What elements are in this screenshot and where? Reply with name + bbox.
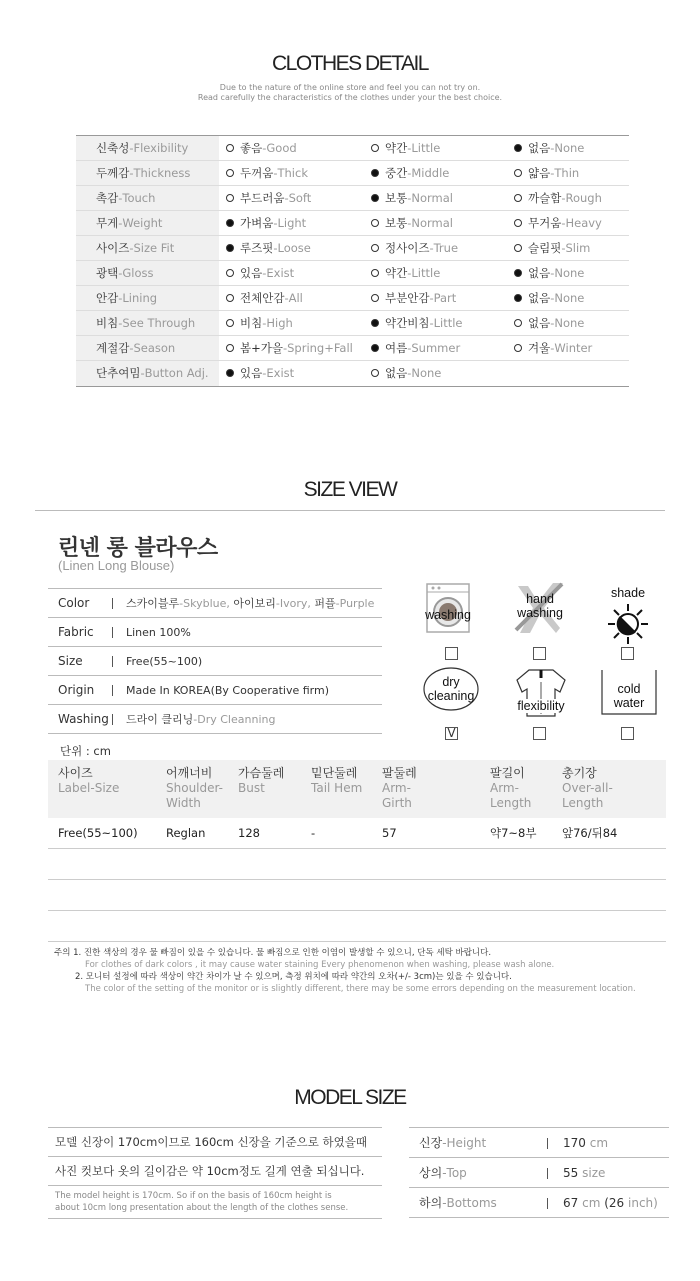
detail-option: 부드러움-Soft [226,186,311,211]
detail-option: 있음-Exist [226,261,294,286]
empty-circle-icon [371,144,379,152]
detail-label: 계절감-Season [76,336,219,360]
shade-checkbox [621,647,634,660]
filled-circle-icon [514,294,522,302]
filled-circle-icon [514,144,522,152]
spec-label: Color [58,596,90,610]
detail-option: 없음-None [371,361,441,386]
clothes-detail-subtitle-2: Read carefully the characteristics of the clothes under your the best choice. [197,93,503,102]
note-2-ko: 2. 모니터 설정에 따라 색상이 약간 차이가 날 수 있으며, 측정 위치에 따라 약간의 오차(+/- 3cm)는 있을 수 있습니다. [75,972,512,982]
product-name: 린넨 롱 블라우스 [58,536,218,561]
spec-row [48,589,382,618]
product-name-en: (Linen Long Blouse) [58,558,175,573]
flexibility-label: flexibility [506,699,576,713]
hand-washing-label: hand washing [517,592,563,620]
size-table-header-cell: 팔둘레 Arm- Girth [382,766,417,810]
filled-circle-icon [371,319,379,327]
clothes-detail-table [76,135,629,387]
model-height-row: 신장-Height 170 cm [409,1128,669,1158]
detail-option: 두꺼움-Thick [226,161,308,186]
size-table-header-cell: 밑단둘레 Tail Hem [311,766,363,795]
empty-circle-icon [371,369,379,377]
empty-circle-icon [514,344,522,352]
detail-option: 가벼움-Light [226,211,306,236]
note-2-en: The color of the setting of the monitor or is slightly different, there may be some errors depending on the measurement location. [85,984,636,994]
spec-row [48,676,382,705]
spec-value: Made In KOREA(By Cooperative firm) [126,684,329,697]
washing-label: washing [425,608,471,622]
detail-row [76,336,629,361]
unit-label: 단위 : cm [60,744,111,758]
washing-checkbox [445,647,458,660]
size-table-cell: Free(55~100) [58,826,138,840]
detail-option: 루즈핏-Loose [226,236,311,261]
detail-row [76,361,629,386]
size-table-header-cell: 어깨너비 Shoulder- Width [166,766,223,810]
size-table-cell: 약7~8부 [490,826,537,840]
detail-row [76,311,629,336]
detail-row [76,136,629,161]
filled-circle-icon [226,219,234,227]
spec-label: Washing [58,712,109,726]
detail-option: 중간-Middle [371,161,449,186]
empty-circle-icon [226,194,234,202]
size-table-cell: 128 [238,826,260,840]
dry-cleaning-label: dry cleaning [427,675,475,703]
detail-option: 봄+가을-Spring+Fall [226,336,353,361]
detail-label: 무게-Weight [76,211,219,235]
empty-circle-icon [514,194,522,202]
cold-water-label: cold water [613,682,645,710]
detail-option: 약간-Little [371,136,440,161]
detail-row [76,211,629,236]
size-table-header-cell: 총기장 Over-all- Length [562,766,613,810]
empty-circle-icon [514,219,522,227]
detail-option: 정사이즈-True [371,236,458,261]
model-top-row: 상의-Top 55 size [409,1158,669,1188]
model-note-line-1: 모델 신장이 170cm이므로 160cm 신장을 기준으로 하였을때 [48,1128,382,1157]
notes [54,947,636,995]
note-1-en: For clothes of dark colors , it may cause water staining Every phenomenon when washing, please wash alone. [85,960,555,970]
empty-circle-icon [371,219,379,227]
detail-label: 비침-See Through [76,311,219,335]
empty-circle-icon [514,244,522,252]
clothes-detail-subtitle-1: Due to the nature of the online store and feel you can not try on. [219,83,481,92]
size-table-row-empty [48,880,666,911]
note-1-ko: 주의 1. 진한 색상의 경우 물 빠짐이 있을 수 있습니다. 물 빠짐으로 인한 이염이 발생할 수 있으니, 단독 세탁 바랍니다. [54,948,492,958]
size-table-cell: 57 [382,826,397,840]
detail-option: 보통-Normal [371,186,453,211]
sun-shade-icon [598,594,658,654]
detail-option: 얇음-Thin [514,161,579,186]
spec-value: Free(55~100) [126,655,203,668]
empty-circle-icon [226,269,234,277]
spec-label: Origin [58,683,95,697]
model-note-en: The model height is 170cm. So if on the basis of 160cm height is about 10cm long presentation about the length of the clothes sense. [48,1186,382,1219]
filled-circle-icon [514,269,522,277]
detail-option: 비침-High [226,311,293,336]
size-table-header [48,760,666,818]
detail-option: 없음-None [514,311,584,336]
product-spec-list [48,588,382,734]
detail-option: 전체안감-All [226,286,303,311]
detail-option: 없음-None [514,136,584,161]
detail-option: 부분안감-Part [371,286,456,311]
detail-option: 없음-None [514,261,584,286]
spec-row [48,705,382,734]
empty-circle-icon [226,144,234,152]
detail-option: 좋음-Good [226,136,297,161]
detail-label: 단추여밈-Button Adj. [76,361,219,386]
detail-label: 광택-Gloss [76,261,219,285]
spec-value: 스카이블루-Skyblue, 아이보리-Ivory, 퍼플-Purple [126,597,375,610]
detail-row [76,236,629,261]
detail-row [76,261,629,286]
clothes-detail-title: CLOTHES DETAIL [272,52,428,75]
filled-circle-icon [371,169,379,177]
size-table-header-cell: 가슴둘레 Bust [238,766,285,795]
filled-circle-icon [371,344,379,352]
filled-circle-icon [226,369,234,377]
hand-washing-checkbox [533,647,546,660]
dry-cleaning-checkbox: V [445,727,458,740]
detail-row [76,161,629,186]
spec-value: 드라이 클리닝-Dry Cleanning [126,713,276,726]
detail-label: 두께감-Thickness [76,161,219,185]
spec-label: Size [58,654,83,668]
detail-label: 촉감-Touch [76,186,219,210]
spec-label: Fabric [58,625,94,639]
detail-option: 없음-None [514,286,584,311]
detail-option: 무거움-Heavy [514,211,602,236]
model-bottoms-row: 하의-Bottoms 67 cm (26 inch) [409,1188,669,1218]
detail-option: 까슬함-Rough [514,186,602,211]
size-table-cell: Reglan [166,826,206,840]
empty-circle-icon [226,319,234,327]
model-note-line-2: 사진 컷보다 옷의 길이감은 약 10cm정도 길게 연출 되십니다. [48,1157,382,1186]
detail-label: 사이즈-Size Fit [76,236,219,260]
size-table-cell: 앞76/뒤84 [562,826,618,840]
size-table-header-cell: 팔길이 Arm- Length [490,766,532,810]
shade-label: shade [610,586,646,600]
cold-water-checkbox [621,727,634,740]
detail-row [76,286,629,311]
empty-circle-icon [371,244,379,252]
empty-circle-icon [371,269,379,277]
detail-option: 약간비침-Little [371,311,462,336]
flexibility-checkbox [533,727,546,740]
detail-option: 약간-Little [371,261,440,286]
size-table-row-empty [48,911,666,942]
spec-row [48,618,382,647]
size-table-cell: - [311,826,316,840]
empty-circle-icon [371,294,379,302]
size-table [48,760,666,942]
size-table-header-cell: 사이즈 Label-Size [58,766,120,795]
size-table-row-empty [48,849,666,880]
size-view-divider [35,510,665,511]
model-size-notes [48,1127,382,1219]
detail-label: 신축성-Flexibility [76,136,219,160]
model-size-title: MODEL SIZE [294,1086,406,1109]
care-icons [408,578,668,748]
spec-value: Linen 100% [126,626,191,639]
detail-option: 여름-Summer [371,336,460,361]
size-table-row [48,818,666,849]
empty-circle-icon [514,169,522,177]
empty-circle-icon [226,344,234,352]
detail-label: 안감-Lining [76,286,219,310]
detail-option: 겨울-Winter [514,336,592,361]
detail-option: 있음-Exist [226,361,294,386]
detail-row [76,186,629,211]
detail-option: 슬림핏-Slim [514,236,590,261]
empty-circle-icon [514,319,522,327]
spec-row [48,647,382,676]
filled-circle-icon [371,194,379,202]
detail-option: 보통-Normal [371,211,453,236]
model-size-table [409,1127,669,1218]
filled-circle-icon [226,244,234,252]
size-view-title: SIZE VIEW [303,478,397,501]
empty-circle-icon [226,169,234,177]
empty-circle-icon [226,294,234,302]
